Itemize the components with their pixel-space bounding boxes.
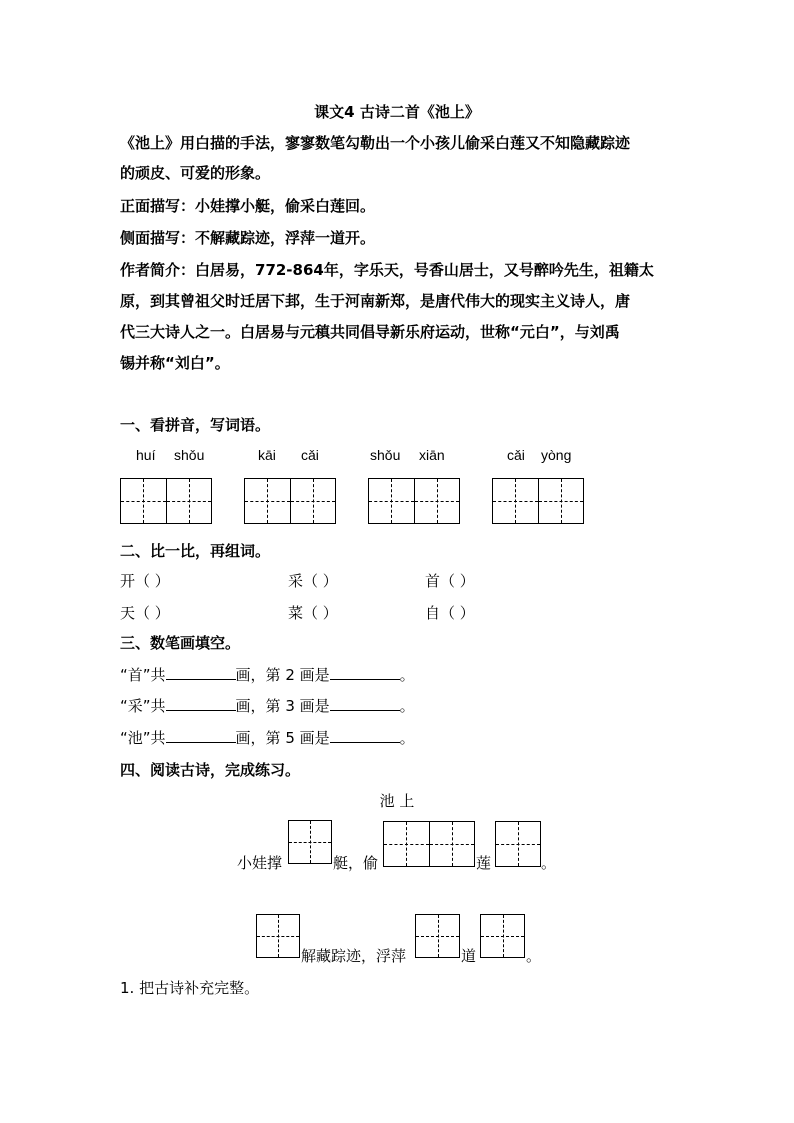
writing-cell[interactable]: [429, 822, 475, 866]
intro-desc-line2: 的顽皮、可爱的形象。: [120, 164, 271, 182]
poem-box-1[interactable]: [288, 820, 332, 864]
poem-line1-text-b: 艇，偷: [333, 854, 379, 872]
writing-cell[interactable]: [121, 479, 166, 523]
poem-title: 池 上: [379, 792, 415, 810]
writing-cell[interactable]: [289, 821, 331, 863]
compare-item-4[interactable]: 天（ ）: [120, 604, 170, 622]
section1-heading: 一、看拼音，写词语。: [120, 416, 271, 434]
poem-line1-text-d: 。: [541, 854, 557, 872]
writing-cell[interactable]: [166, 479, 212, 523]
writing-cell[interactable]: [481, 915, 524, 957]
intro-desc-line1: 《池上》用白描的手法，寥寥数笔勾勒出一个小孩儿偷采白莲又不知隐藏踪迹: [120, 134, 631, 152]
pinyin-2a: kāi: [258, 447, 276, 463]
poem-box-2[interactable]: [383, 821, 475, 867]
poem-line2-text-b: 道: [461, 947, 477, 965]
poem-line1-text-c: 莲: [476, 854, 492, 872]
stroke-char: “采”共: [120, 697, 166, 715]
pinyin-1a: huí: [136, 447, 156, 463]
pinyin-1b: shǒu: [174, 447, 205, 463]
stroke-char: “池”共: [120, 729, 166, 747]
stroke-line-3: [120, 727, 415, 748]
stroke-line-2: [120, 695, 415, 716]
author-line4: 锡并称“刘白”。: [120, 354, 230, 372]
stroke-char: “首”共: [120, 666, 166, 684]
front-description: 正面描写：小娃撑小艇，偷采白莲回。: [120, 197, 376, 215]
compare-item-1[interactable]: 开（ ）: [120, 572, 170, 590]
writing-cell[interactable]: [369, 479, 414, 523]
writing-cell[interactable]: [538, 479, 584, 523]
stroke-count-blank[interactable]: [166, 665, 236, 680]
stroke-mid: 画，第 3 画是: [235, 697, 330, 715]
author-line3: 代三大诗人之一。白居易与元稹共同倡导新乐府运动，世称“元白”，与刘禹: [120, 323, 620, 341]
pinyin-2b: cǎi: [301, 447, 319, 463]
stroke-line-1: [120, 664, 415, 685]
pinyin-4b: yòng: [541, 447, 572, 463]
section3-heading: 三、数笔画填空。: [120, 634, 241, 652]
question-1: 1. 把古诗补充完整。: [120, 979, 260, 997]
stroke-name-blank[interactable]: [330, 665, 400, 680]
stroke-count-blank[interactable]: [166, 696, 236, 711]
stroke-name-blank[interactable]: [330, 696, 400, 711]
answer-box-group-3[interactable]: [368, 478, 460, 524]
stroke-end: 。: [399, 666, 415, 684]
pinyin-4a: cǎi: [507, 447, 525, 463]
stroke-end: 。: [399, 697, 415, 715]
writing-cell[interactable]: [245, 479, 290, 523]
answer-box-group-1[interactable]: [120, 478, 212, 524]
writing-cell[interactable]: [416, 915, 459, 957]
stroke-name-blank[interactable]: [330, 728, 400, 743]
poem-line1-text-a: 小娃撑: [237, 854, 283, 872]
writing-cell[interactable]: [257, 915, 299, 957]
answer-box-group-4[interactable]: [492, 478, 584, 524]
author-line1: 作者简介：白居易，772-864年，字乐天，号香山居士，又号醉吟先生，祖籍太: [120, 261, 654, 279]
stroke-end: 。: [399, 729, 415, 747]
writing-cell[interactable]: [496, 822, 540, 866]
pinyin-3a: shǒu: [370, 447, 401, 463]
compare-item-5[interactable]: 菜（ ）: [288, 604, 338, 622]
writing-cell[interactable]: [493, 479, 538, 523]
section2-heading: 二、比一比，再组词。: [120, 542, 271, 560]
poem-box-5[interactable]: [415, 914, 460, 958]
pinyin-3b: xiān: [419, 447, 445, 463]
answer-box-group-2[interactable]: [244, 478, 336, 524]
compare-item-3[interactable]: 首（ ）: [425, 572, 475, 590]
side-description: 侧面描写：不解藏踪迹，浮萍一道开。: [120, 229, 376, 247]
stroke-mid: 画，第 2 画是: [235, 666, 330, 684]
writing-cell[interactable]: [384, 822, 429, 866]
poem-box-3[interactable]: [495, 821, 541, 867]
page-title: 课文4 古诗二首《池上》: [314, 103, 480, 121]
writing-cell[interactable]: [290, 479, 336, 523]
poem-line2-text-a: 解藏踪迹，浮萍: [301, 947, 407, 965]
poem-line2-text-c: 。: [526, 947, 542, 965]
stroke-mid: 画，第 5 画是: [235, 729, 330, 747]
writing-cell[interactable]: [414, 479, 460, 523]
author-line2: 原，到其曾祖父时迁居下邽，生于河南新郑，是唐代伟大的现实主义诗人，唐: [120, 292, 631, 310]
compare-item-6[interactable]: 自（ ）: [425, 604, 475, 622]
compare-item-2[interactable]: 采（ ）: [288, 572, 338, 590]
section4-heading: 四、阅读古诗，完成练习。: [120, 761, 301, 779]
stroke-count-blank[interactable]: [166, 728, 236, 743]
poem-box-4[interactable]: [256, 914, 300, 958]
poem-box-6[interactable]: [480, 914, 525, 958]
